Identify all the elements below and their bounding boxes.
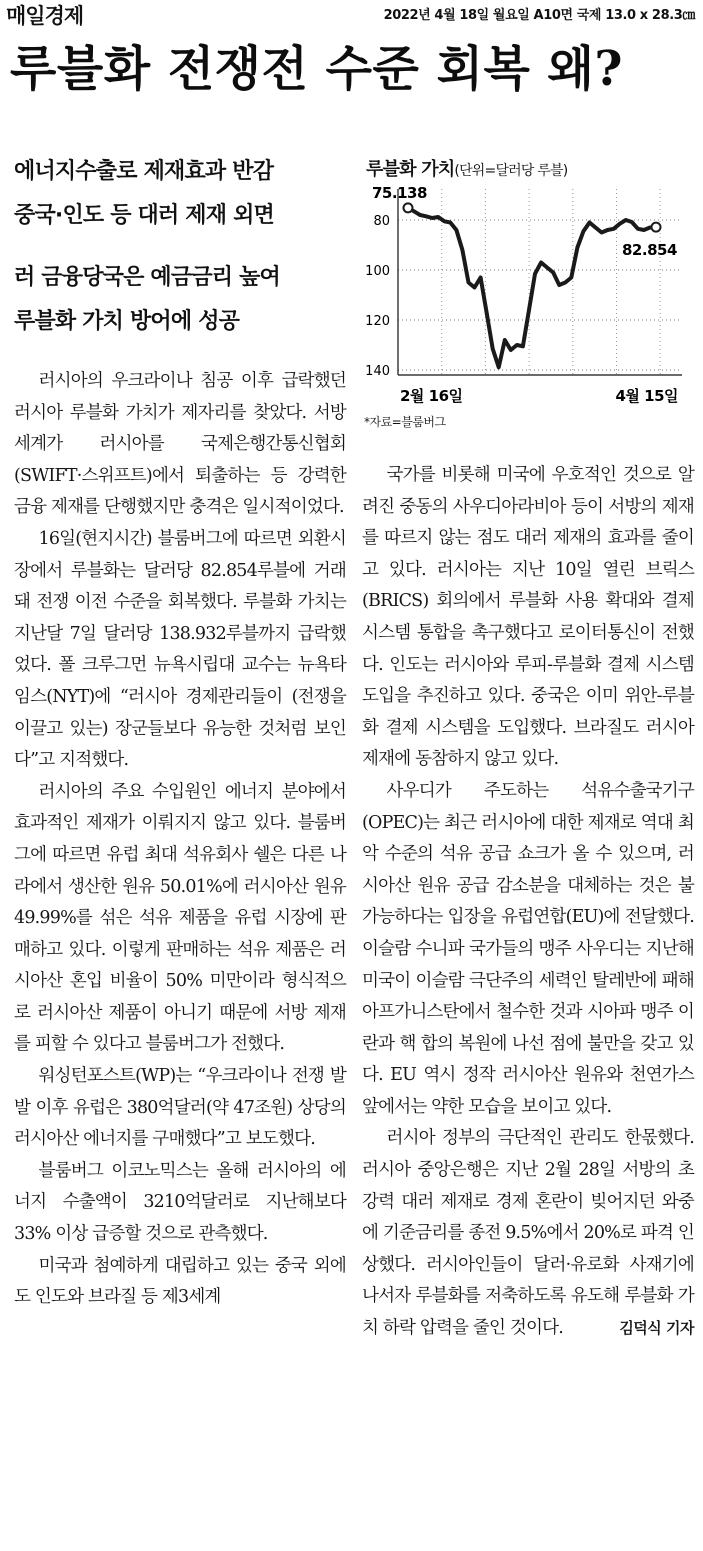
y-tick-label: 80 xyxy=(373,214,390,229)
article-paragraph: 16일(현지시간) 블룸버그에 따르면 외환시장에서 루블화는 달러당 82.854루블에 거래돼 전쟁 이전 수준을 회복했다. 루블화 가치는 지난달 7일 달러당 138.932루블까지 급락했었다. 폴 크루그먼 뉴욕시립대 교수는 뉴욕타임스(NYT)에 “러시아 경제관리들이 (전쟁을 이끌고 있는) 장군들보다 유능한 것처럼 보인다”고 지적했다. xyxy=(14,528,346,771)
x-end-label: 4월 15일 xyxy=(615,387,678,405)
article-paragraph: 워싱턴포스트(WP)는 “우크라이나 전쟁 발발 이후 유럽은 380억달러(약 47조원) 상당의 러시아산 에너지를 구매했다”고 보도했다. xyxy=(14,1066,346,1150)
ruble-chart xyxy=(360,155,696,445)
article-column-left xyxy=(14,366,346,1314)
article-paragraph: 미국과 첨예하게 대립하고 있는 중국 외에도 인도와 브라질 등 제3세계 xyxy=(14,1255,346,1308)
dateline: 2022년 4월 18일 월요일 A10면 국제 13.0 x 28.3㎝ xyxy=(383,8,695,23)
y-tick-label: 140 xyxy=(365,364,390,379)
x-start-label: 2월 16일 xyxy=(400,387,463,405)
article-paragraph: 블룸버그 이코노믹스는 올해 러시아의 에너지 수출액이 3210억달러로 지난해보다 33% 이상 급증할 것으로 관측했다. xyxy=(14,1160,346,1245)
y-tick-label: 120 xyxy=(365,314,390,329)
end-value-label: 82.854 xyxy=(622,241,677,260)
chart-source: *자료=블룸버그 xyxy=(364,415,446,429)
y-tick-label: 100 xyxy=(365,264,390,279)
chart-unit: (단위=달러당 루블) xyxy=(454,163,568,179)
article-paragraph: 러시아의 주요 수입원인 에너지 분야에서 효과적인 제재가 이뤄지지 않고 있다. 블룸버그에 따르면 유럽 최대 석유회사 쉘은 다른 나라에서 생산한 원유 50.01%에 러시아산 원유 49.99%를 섞은 석유 제품을 유럽 시장에 판매하고 있다. 이렇게 판매하는 석유 제품은 러시아산 혼입 비율이 50% 미만이라 형식적으로 러시아산 제품이 아니기 때문에 서방 제재를 피할 수 있다고 블룸버그가 전했다. xyxy=(14,781,346,1055)
subheadline-2 xyxy=(14,256,344,344)
start-value-label: 75.138 xyxy=(372,183,427,202)
article-column-right xyxy=(362,460,694,1345)
headline: 루블화 전쟁전 수준 회복 왜? xyxy=(10,41,624,97)
chart-plot xyxy=(360,155,696,411)
newspaper-logo: 매일경제 xyxy=(6,4,84,28)
byline: 김덕식 기자 xyxy=(619,1319,694,1338)
subheadline-1-line-2: 중국·인도 등 대러 제재 외면 xyxy=(14,203,274,228)
subheadline-2-line-1: 러 금융당국은 예금금리 높여 xyxy=(14,265,281,290)
article-paragraph: 사우디가 주도하는 석유수출국기구(OPEC)는 최근 러시아에 대한 제재로 역대 최악 수준의 석유 공급 쇼크가 올 수 있으며, 러시아산 원유 공급 감소분을 대체하는 것은 불가능하다는 입장을 유럽연합(EU)에 전달했다. 이슬람 수니파 국가들의 맹주 사우디는 지난해 미국이 이슬람 극단주의 세력인 탈레반에 패해 아프가니스탄에서 철수한 것과 시아파 맹주 이란과 핵 합의 복원에 나선 점에 불만을 갖고 있다. EU 역시 정작 러시아산 원유와 천연가스 앞에서는 약한 모습을 보이고 있다. xyxy=(362,780,694,1117)
masthead xyxy=(0,0,703,28)
start-point-marker xyxy=(404,203,413,212)
chart-y-ticks xyxy=(365,214,390,379)
article-paragraph-last xyxy=(362,1123,694,1344)
article-paragraph: 러시아의 우크라이나 침공 이후 급락했던 러시아 루블화 가치가 제자리를 찾았다. 서방 세계가 러시아를 국제은행간통신협회(SWIFT·스위프트)에서 퇴출하는 등 강력한 금융 제재를 단행했지만 충격은 일시적이었다. xyxy=(14,371,346,518)
article-paragraph: 국가를 비롯해 미국에 우호적인 것으로 알려진 중동의 사우디아라비아 등이 서방의 제재를 따르지 않는 점도 대러 제재의 효과를 줄이고 있다. 러시아는 지난 10일 열린 브릭스(BRICS) 회의에서 루블화 사용 확대와 결제 시스템 통합을 촉구했다고 로이터통신이 전했다. 인도는 러시아와 루피-루블화 결제 시스템 도입을 추진하고 있다. 중국은 이미 위안-루블화 결제 시스템을 도입했다. 브라질도 러시아 제재에 동참하지 않고 있다. xyxy=(362,465,694,770)
chart-title-text: 루블화 가치 xyxy=(366,159,455,180)
subheadline-1-line-1: 에너지수출로 제재효과 반감 xyxy=(14,159,274,184)
article-paragraph-text: 러시아 정부의 극단적인 관리도 한몫했다. 러시아 중앙은행은 지난 2월 28일 서방의 초강력 대러 제재로 경제 혼란이 빚어지던 와중에 기준금리를 종전 9.5%에서 20%로 파격 인상했다. 러시아인들이 달러·유로화 사재기에 나서자 루블화를 저축하도록 유도해 루블화 가치 하락 압력을 줄인 것이다. xyxy=(362,1128,694,1339)
subheadline-1 xyxy=(14,150,344,238)
ruble-value-line xyxy=(408,208,656,367)
subheadline-2-line-2: 루블화 가치 방어에 성공 xyxy=(14,309,240,334)
end-point-marker xyxy=(652,223,661,232)
